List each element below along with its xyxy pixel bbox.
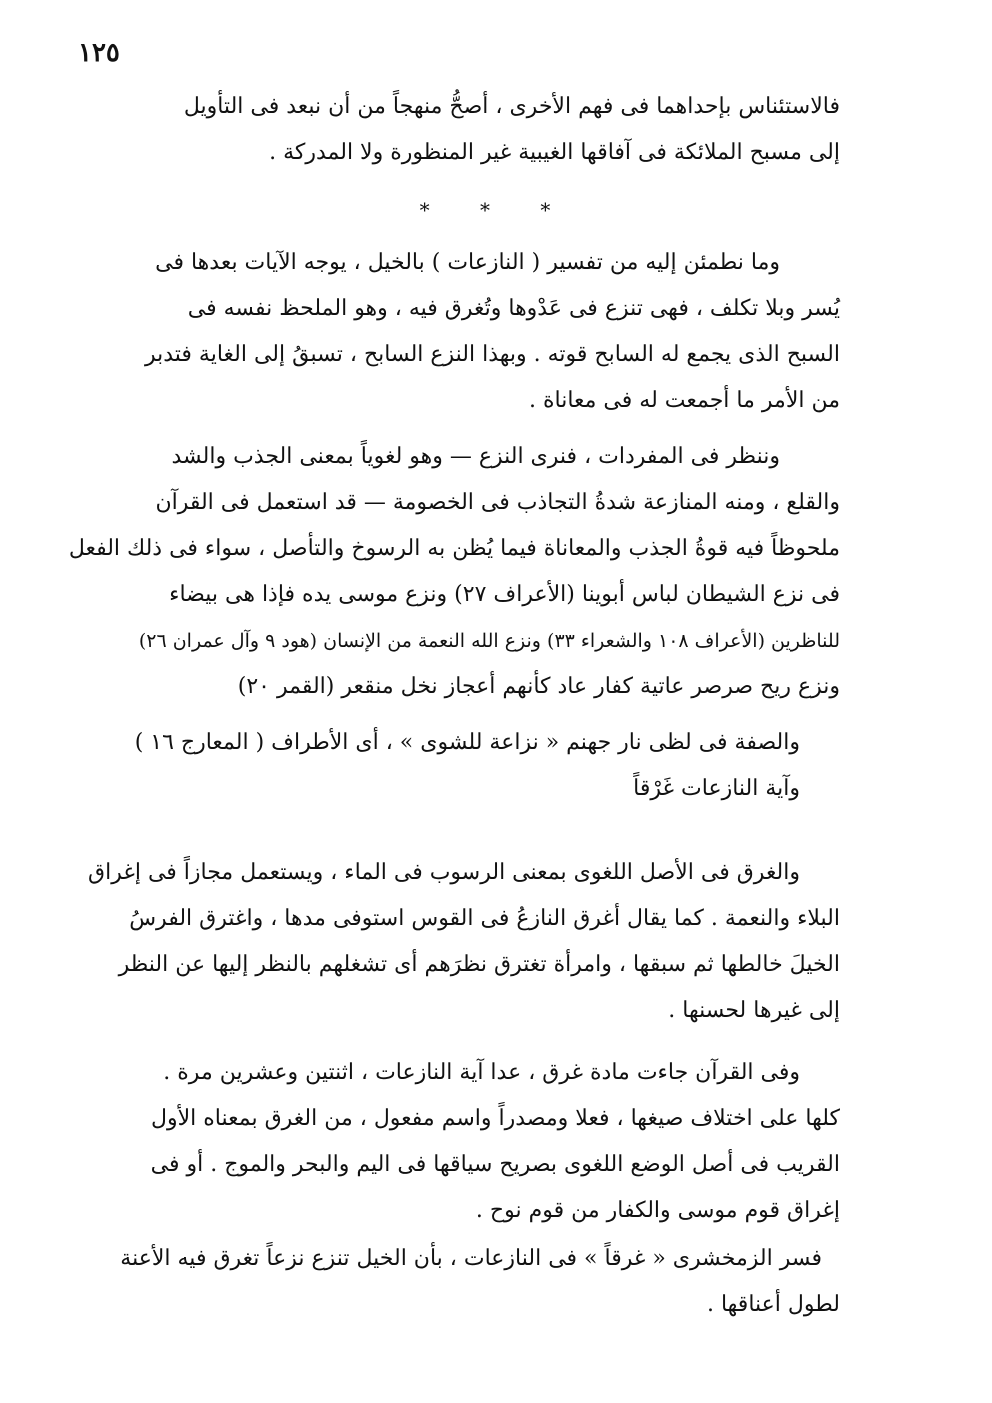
paragraph-6-cont [86, 1282, 840, 1328]
paragraph-2-cont [80, 286, 840, 424]
paragraph-6 [86, 1236, 822, 1282]
page-number: ١٢٥ [78, 38, 120, 68]
paragraph-2 [80, 240, 780, 286]
paragraph-1 [80, 84, 840, 176]
text-line: والغرق فى الأصل اللغوى بمعنى الرسوب فى الماء ، ويستعمل مجازاً فى إغراق [88, 860, 800, 885]
text-line: السبح الذى يجمع له السابح قوته . وبهذا النزع السابح ، تسبقُ إلى الغاية فتدبر [144, 342, 840, 367]
text-line: وننظر فى المفردات ، فنرى النزع — وهو لغوياً بمعنى الجذب والشد [171, 444, 780, 469]
paragraph-4-cont [80, 896, 840, 1034]
text-line: ونزع ريح صرصر عاتية كفار عاد كأنهم أعجاز نخل منقعر (القمر ٢٠) [237, 674, 840, 699]
text-line: والصفة فى لظى نار جهنم « نزاعة للشوى » ، أى الأطراف ( المعارج ١٦ ) [134, 730, 800, 755]
text-line: إلى مسبح الملائكة فى آفاقها الغيبية غير المنظورة ولا المدركة . [269, 140, 840, 165]
text-line: وآية النازعات غَرْقاً [633, 776, 800, 801]
paragraph-5 [100, 1050, 800, 1096]
text-line: من الأمر ما أجمعت له فى معاناة . [529, 388, 840, 413]
text-line: ملحوظاً فيه قوةُ الجذب والمعاناة فيما يُظن به الرسوخ والتأصل ، سواء فى ذلك الفعل [68, 536, 840, 561]
section-separator: * * * [419, 198, 573, 222]
text-line: فالاستئناس بإحداهما فى فهم الأخرى ، أصحُّ منهجاً من أن نبعد فى التأويل [183, 94, 840, 119]
text-line: فى نزع الشيطان لباس أبوينا (الأعراف ٢٧) ونزع موسى يده فإذا هى بيضاء [169, 582, 840, 607]
paragraph-5-cont [100, 1096, 840, 1234]
paragraph-3-cont [68, 480, 840, 710]
text-line: كلها على اختلاف صيغها ، فعلا ومصدراً واسم مفعول ، من الغرق بمعناه الأول [151, 1106, 840, 1131]
text-line: وما نطمئن إليه من تفسير ( النازعات ) بالخيل ، يوجه الآيات بعدها فى [155, 250, 780, 275]
quoted-verse [134, 720, 800, 812]
text-line: والقلع ، ومنه المنازعة شدةُ التجاذب فى الخصومة — قد استعمل فى القرآن [155, 490, 840, 515]
text-line: الخيلَ خالطها ثم سبقها ، وامرأة تغترق نظرَهم أى تشغلهم بالنظر إليها عن النظر [118, 952, 840, 977]
text-line: للناظرين (الأعراف ١٠٨ والشعراء ٣٣) ونزع الله النعمة من الإنسان (هود ٩ وآل عمران ٢٦) [138, 630, 840, 652]
text-line: إغراق قوم موسى والكفار من قوم نوح . [475, 1198, 840, 1223]
text-line: وفى القرآن جاءت مادة غرق ، عدا آية النازعات ، اثنتين وعشرين مرة . [163, 1060, 800, 1085]
paragraph-4 [80, 850, 800, 896]
text-line: يُسر وبلا تكلف ، فهى تنزع فى عَدْوها وتُغرق فيه ، وهو الملحظ نفسه فى [187, 296, 840, 321]
text-line: فسر الزمخشرى « غرقاً » فى النازعات ، بأن الخيل تنزع نزعاً تغرق فيه الأعنة [120, 1246, 822, 1271]
text-line: إلى غيرها لحسنها . [668, 998, 840, 1023]
text-line: القريب فى أصل الوضع اللغوى بصريح سياقها فى اليم والبحر والموج . أو فى [150, 1152, 840, 1177]
text-line: لطول أعناقها . [706, 1292, 840, 1317]
paragraph-3 [80, 434, 780, 480]
text-line: البلاء والنعمة . كما يقال أغرق النازعُ فى القوس استوفى مدها ، واغترق الفرسُ [129, 906, 840, 931]
